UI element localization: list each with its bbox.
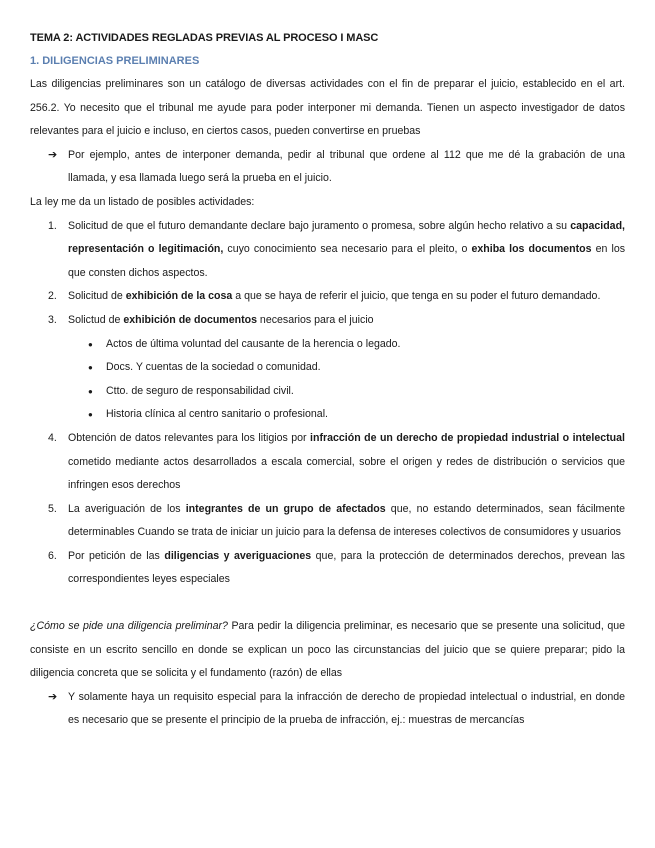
arrow-note-2 [30, 686, 625, 733]
item-number: 6. [48, 549, 57, 562]
intro-paragraph: Las diligencias preliminares son un catálogo de diversas actividades con el fin de preparar el juicio, establecido en el art. 256.2. Yo necesito que el tribunal me ayude para poder interponer mi demanda. Tienen un aspecto investigador de datos relevantes para el juicio e incluso, en ciertos casos, pueden convertirse en pruebas [30, 78, 625, 138]
list-item [30, 427, 625, 498]
arrow-note [30, 144, 625, 191]
list-item [30, 215, 625, 286]
section-heading: 1. DILIGENCIAS PRELIMINARES [30, 55, 200, 67]
arrow-note-2-text: Y solamente haya un requisito especial para la infracción de derecho de propiedad intelectual o industrial, en donde es necesario que se presente el principio de la prueba de infracción, ej.: muestras de mercancías [68, 690, 625, 727]
sublist-item: ● Docs. Y cuentas de la sociedad o comunidad. [88, 356, 625, 380]
bullet-icon: ● [88, 410, 93, 420]
item-number: 4. [48, 431, 57, 444]
activities-list [30, 215, 625, 333]
bullet-icon: ● [88, 386, 93, 396]
item-number: 5. [48, 502, 57, 515]
question-text: ¿Cómo se pide una diligencia preliminar? [30, 620, 228, 633]
item-number: 2. [48, 290, 57, 303]
item-number: 1. [48, 219, 57, 232]
list-intro: La ley me da un listado de posibles actividades: [30, 195, 255, 208]
item-text: Solicitud de exhibición de la cosa a que se haya de referir el juicio, que tenga en su poder el futuro demandado. [68, 290, 601, 303]
arrow-note-text: Por ejemplo, antes de interponer demanda, pedir al tribunal que ordene al 112 que me dé la grabación de una llamada, y esa llamada luego será la prueba en el juicio. [68, 148, 625, 185]
bullet-icon: ● [88, 363, 93, 373]
item-text: Por petición de las diligencias y averiguaciones que, para la protección de determinados derechos, prevean las correspondientes leyes especiales [68, 549, 625, 586]
list-item [30, 498, 625, 545]
list-item [30, 309, 625, 333]
question-paragraph [30, 615, 625, 686]
sublist-item: ● Ctto. de seguro de responsabilidad civil. [88, 380, 625, 404]
activities-list-continued [30, 427, 625, 592]
item-number: 3. [48, 313, 57, 326]
item-text: La averiguación de los integrantes de un grupo de afectados que, no estando determinados, sean fácilmente determinables Cuando se trata de iniciar un juicio para la defensa de intereses colectivos de consumidores y usuarios [68, 502, 625, 539]
documents-sublist [30, 333, 625, 427]
arrow-icon: ➔ [48, 148, 58, 161]
list-item [30, 285, 625, 309]
item-text: Solictud de exhibición de documentos necesarios para el juicio [68, 313, 374, 326]
item-text: Obtención de datos relevantes para los litigios por infracción de un derecho de propiedad industrial o intelectual cometido mediante actos desarrollados a escala comercial, sobre el origen y redes de distribución o servicios que infringen esos derechos [68, 431, 625, 492]
sublist-item: ● Historia clínica al centro sanitario o profesional. [88, 403, 625, 427]
answer-text: Para pedir la diligencia preliminar, es necesario que se presente una solicitud, que consiste en un escrito sencillo en donde se explican un poco las circunstancias del juicio que se quiere preparar; pido la diligencia concreta que se solicita y el fundamento (razón) de ellas [30, 620, 625, 680]
bullet-icon: ● [88, 339, 93, 349]
sublist-item: ● Actos de última voluntad del causante de la herencia o legado. [88, 333, 625, 357]
list-item [30, 545, 625, 592]
item-text: Solicitud de que el futuro demandante declare bajo juramento o promesa, sobre algún hecho relativo a su capacidad, representación o legitimación, cuyo conocimiento sea necesario para el pleito, o exhiba los documentos en los que consten dichos aspectos. [68, 219, 626, 279]
spacer [30, 592, 625, 615]
arrow-icon: ➔ [48, 690, 58, 703]
document-title: TEMA 2: ACTIVIDADES REGLADAS PREVIAS AL PROCESO I MASC [30, 32, 379, 44]
